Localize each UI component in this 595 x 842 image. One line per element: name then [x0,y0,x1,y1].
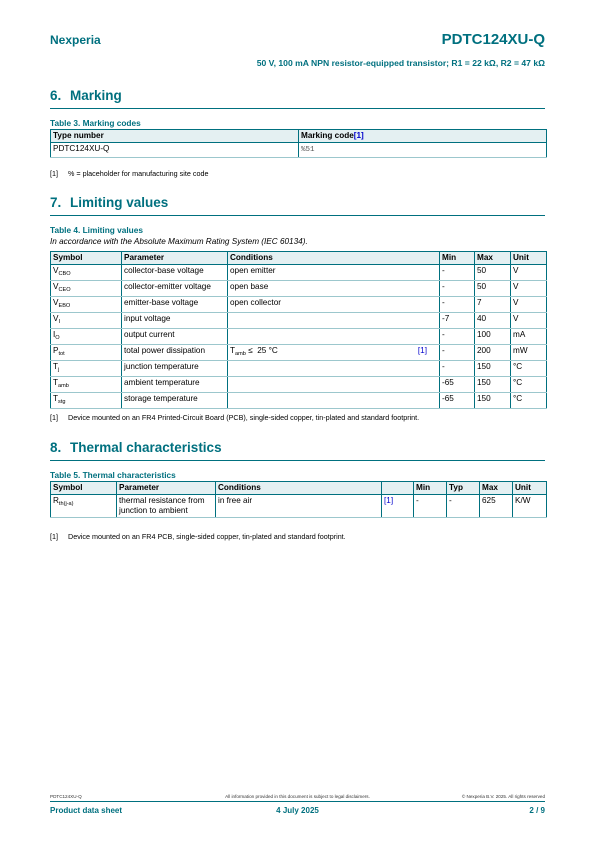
table-row [51,393,547,409]
max-value: 150 [477,394,491,403]
max-cell [475,281,511,297]
unit-value: °C [513,362,523,371]
max-value: 50 [477,266,487,275]
marking-codes-table [50,129,547,158]
min-cell [440,297,475,313]
conditions-cell: in free air [216,495,382,518]
condition-subscript: amb [235,351,246,357]
parameter-text: storage temperature [124,394,198,403]
conditions-cell [228,361,440,377]
footer-doc-type: Product data sheet [50,806,123,815]
max-cell [475,361,511,377]
symbol-subscript: j [58,367,60,373]
footnote-text: Device mounted on an FR4 Printed-Circuit Board (PCB), single-sided copper, tin-plated and standard footprint. [68,413,420,422]
min-cell [440,393,475,409]
parameter-cell [122,329,228,345]
symbol-subscript: O [55,335,60,341]
max-cell [475,297,511,313]
footnote-text: % = placeholder for manufacturing site code [68,169,209,178]
max-value: 7 [477,298,482,307]
min-value: - [442,266,445,275]
table-header-row [51,482,547,495]
section-number: 7. [50,195,62,210]
footnote-link[interactable]: [1] [417,346,427,355]
symbol-text: T [53,378,59,387]
conditions-cell [228,297,440,313]
parameter-cell [122,313,228,329]
symbol-cell [51,313,122,329]
thermal-characteristics-table [50,481,547,518]
footer-disclaimer: All information provided in this document is subject to legal disclaimers. [225,794,370,799]
marking-code-cell [299,143,547,158]
parameter-cell [122,377,228,393]
unit-value: °C [513,378,523,387]
conditions-cell [228,265,440,281]
table-row [51,297,547,313]
symbol-cell [51,377,122,393]
brand-name: Nexperia [50,33,101,47]
table-footnote [50,169,208,178]
max-cell: 625 [480,495,513,518]
symbol-cell [51,281,122,297]
max-cell [475,377,511,393]
column-header: Symbol [51,252,122,265]
section-divider [50,460,545,461]
min-cell [440,377,475,393]
parameter-text: total power dissipation [124,346,206,355]
symbol-cell [51,345,122,361]
table-row [51,345,547,361]
column-header: Conditions [216,482,382,495]
table-row [51,143,547,158]
min-value: -7 [442,314,450,323]
min-cell [440,361,475,377]
table-row [51,265,547,281]
condition-text: open emitter [230,266,276,275]
symbol-subscript: CEO [58,287,71,293]
column-header: Symbol [51,482,117,495]
parameter-text: input voltage [124,314,171,323]
table-row [51,329,547,345]
parameter-cell [122,345,228,361]
min-cell [440,345,475,361]
parameter-text: ambient temperature [124,378,200,387]
min-value: - [442,282,445,291]
conditions-cell [228,393,440,409]
parameter-cell [122,265,228,281]
table-footnote [50,413,419,422]
max-value: 200 [477,346,491,355]
table-body [51,265,547,409]
condition-text: open collector [230,298,281,307]
parameter-cell [122,361,228,377]
symbol-text: T [53,394,59,403]
symbol-text: V [53,266,59,275]
unit-value: mW [513,346,528,355]
symbol-text: T [53,362,59,371]
symbol-subscript: EBO [58,303,71,309]
symbol-subscript: stg [58,399,66,405]
table-caption: Table 3. Marking codes [50,118,141,128]
product-subtitle: 50 V, 100 mA NPN resistor-equipped transistor; R1 = 22 kΩ, R2 = 47 kΩ [256,58,545,68]
condition-text: open base [230,282,269,291]
table-header-row [51,130,547,143]
column-header: Conditions [228,252,440,265]
column-header: Min [414,482,447,495]
conditions-cell [228,329,440,345]
min-cell [440,281,475,297]
min-cell: - [414,495,447,518]
reference-cell [382,495,414,518]
unit-cell [511,297,547,313]
max-cell [475,393,511,409]
max-cell [475,329,511,345]
unit-value: mA [513,330,526,339]
unit-value: V [513,282,519,291]
unit-cell [511,377,547,393]
parameter-text: junction temperature [124,362,199,371]
parameter-cell [122,297,228,313]
symbol-text: V [53,282,59,291]
column-header: Parameter [117,482,216,495]
footer-date: 4 July 2025 [276,806,319,815]
min-value: -65 [442,394,454,403]
table-footnote [50,532,346,541]
section-divider [50,215,545,216]
table-caption: Table 4. Limiting values [50,225,143,235]
max-cell [475,265,511,281]
max-value: 150 [477,378,491,387]
table-row [51,377,547,393]
column-header-label: Marking code [301,131,354,140]
table-row [51,495,547,518]
typ-cell: - [447,495,480,518]
section-title: Marking [70,88,122,103]
column-header: Max [475,252,511,265]
conditions-cell [228,313,440,329]
parameter-cell [122,281,228,297]
table-row [51,361,547,377]
symbol-cell [51,265,122,281]
column-header [382,482,414,495]
type-number-cell: PDTC124XU-Q [51,143,299,158]
column-header: Typ [447,482,480,495]
max-value: 100 [477,330,491,339]
section-number: 8. [50,440,62,455]
symbol-subscript: th(j-a) [58,501,74,507]
conditions-cell [228,345,440,361]
footnote-link[interactable]: [1] [353,131,364,140]
min-value: - [442,298,445,307]
min-value: -65 [442,378,454,387]
unit-cell [511,265,547,281]
column-header: Parameter [122,252,228,265]
unit-cell [511,313,547,329]
table-row [51,281,547,297]
symbol-cell [51,297,122,313]
table-subcaption: In accordance with the Absolute Maximum Rating System (IEC 60134). [50,237,308,246]
symbol-cell [51,495,117,518]
product-title: PDTC124XU-Q [441,31,545,48]
table-header-row [51,252,547,265]
max-cell [475,313,511,329]
symbol-subscript: CBO [58,271,71,277]
unit-value: V [513,314,519,323]
conditions-cell [228,281,440,297]
symbol-text: P [53,346,59,355]
symbol-text: R [53,496,59,505]
section-heading-thermal [50,440,222,455]
symbol-subscript: tot [58,351,65,357]
column-header: Unit [511,252,547,265]
unit-cell [511,361,547,377]
footnote-link[interactable]: [1] [384,496,394,505]
min-value: - [442,330,445,339]
symbol-text: I [53,330,56,339]
table-row [51,313,547,329]
min-cell [440,329,475,345]
symbol-cell [51,329,122,345]
section-heading-marking [50,88,122,103]
footer-page-number: 2 / 9 [529,806,545,815]
symbol-subscript: amb [58,383,69,389]
symbol-text: V [53,314,59,323]
unit-cell [511,393,547,409]
symbol-subscript: I [58,319,61,325]
max-value: 150 [477,362,491,371]
min-value: - [442,362,445,371]
parameter-cell [122,393,228,409]
footer-divider [50,801,545,802]
unit-value: V [513,266,519,275]
max-value: 40 [477,314,487,323]
max-value: 50 [477,282,487,291]
conditions-cell [228,377,440,393]
section-number: 6. [50,88,62,103]
symbol-cell [51,393,122,409]
section-divider [50,108,545,109]
parameter-text: output current [124,330,175,339]
table-caption: Table 5. Thermal characteristics [50,470,176,480]
section-heading-limiting-values [50,195,168,210]
unit-cell [511,281,547,297]
footnote-number: [1] [50,413,58,422]
parameter-cell: thermal resistance from junction to ambient [117,495,216,518]
unit-value: °C [513,394,523,403]
section-title: Thermal characteristics [70,440,222,455]
column-header: Min [440,252,475,265]
marking-code-value: %51 [301,146,315,154]
footer-doc-id: PDTC124XU-Q [50,794,82,799]
condition-symbol: T [230,346,236,355]
section-title: Limiting values [70,195,169,210]
unit-cell [511,329,547,345]
unit-value: V [513,298,519,307]
footnote-number: [1] [50,169,58,178]
symbol-text: V [53,298,59,307]
condition-text: ≤ 25 °C [245,346,278,355]
column-header [299,130,547,143]
footnote-text: Device mounted on an FR4 PCB, single-sided copper, tin-plated and standard footprint. [68,532,346,541]
column-header: Unit [513,482,547,495]
parameter-text: collector-emitter voltage [124,282,211,291]
max-cell [475,345,511,361]
unit-cell [511,345,547,361]
min-value: - [442,346,445,355]
limiting-values-table [50,251,547,409]
parameter-text: emitter-base voltage [124,298,199,307]
unit-cell: K/W [513,495,547,518]
min-cell [440,265,475,281]
symbol-cell [51,361,122,377]
column-header: Type number [51,130,299,143]
column-header: Max [480,482,513,495]
min-cell [440,313,475,329]
parameter-text: collector-base voltage [124,266,204,275]
footnote-number: [1] [50,532,58,541]
footer-copyright: © Nexperia B.V. 2025. All rights reserved [461,794,545,799]
